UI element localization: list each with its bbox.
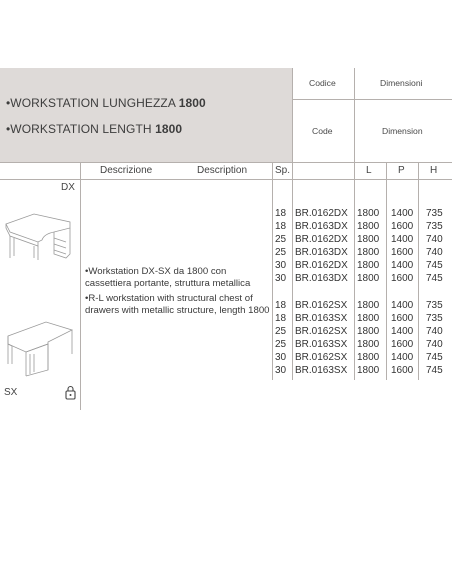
column-description: Description: [197, 165, 248, 176]
p-value: 1600: [391, 313, 414, 324]
p-value: 1400: [391, 326, 414, 337]
title-italian: •WORKSTATION LUNGHEZZA 1800: [6, 96, 206, 110]
divider-code-l: [354, 162, 355, 380]
h-value: 740: [426, 339, 443, 350]
p-value: 1600: [391, 339, 414, 350]
description-english: •R-L workstation with structural chest of drawers with metallic structure, length 1800: [85, 293, 270, 317]
l-value: 1800: [357, 352, 380, 363]
sp-value: 18: [275, 221, 287, 232]
sp-value: 30: [275, 260, 287, 271]
column-descrizione: Descrizione: [100, 165, 153, 176]
lock-icon: [65, 385, 76, 400]
header-left-border: [292, 68, 293, 162]
sp-value: 25: [275, 247, 287, 258]
p-value: 1600: [391, 247, 414, 258]
h-value: 740: [426, 234, 443, 245]
p-value: 1400: [391, 234, 414, 245]
l-value: 1800: [357, 273, 380, 284]
code-value: BR.0163DX: [295, 247, 348, 258]
h-value: 745: [426, 365, 443, 376]
p-value: 1400: [391, 208, 414, 219]
code-value: BR.0162SX: [295, 326, 348, 337]
dimension-label: Dimension: [382, 126, 423, 136]
l-value: 1800: [357, 365, 380, 376]
sp-value: 30: [275, 352, 287, 363]
code-label: Code: [312, 126, 333, 136]
code-value: BR.0162DX: [295, 208, 348, 219]
l-value: 1800: [357, 339, 380, 350]
column-sp: Sp.: [275, 165, 291, 176]
header-mid-border: [354, 68, 355, 162]
column-h: H: [430, 165, 438, 176]
column-header-top-border: [0, 162, 452, 163]
h-value: 740: [426, 247, 443, 258]
h-value: 740: [426, 326, 443, 337]
p-value: 1600: [391, 365, 414, 376]
sp-value: 18: [275, 313, 287, 324]
p-value: 1400: [391, 260, 414, 271]
sp-value: 30: [275, 273, 287, 284]
h-value: 735: [426, 221, 443, 232]
divider-sp-code: [292, 162, 293, 380]
l-value: 1800: [357, 313, 380, 324]
p-value: 1600: [391, 221, 414, 232]
code-value: BR.0163DX: [295, 273, 348, 284]
workstation-dx-drawing: [4, 196, 76, 264]
sp-value: 25: [275, 234, 287, 245]
variant-sx-label: SX: [4, 387, 18, 398]
l-value: 1800: [357, 326, 380, 337]
codice-label: Codice: [309, 78, 336, 88]
sp-value: 30: [275, 365, 287, 376]
l-value: 1800: [357, 234, 380, 245]
l-value: 1800: [357, 300, 380, 311]
h-value: 735: [426, 313, 443, 324]
divider-l-p: [386, 162, 387, 380]
sp-value: 25: [275, 326, 287, 337]
p-value: 1400: [391, 300, 414, 311]
code-value: BR.0163DX: [295, 221, 348, 232]
h-value: 745: [426, 352, 443, 363]
h-value: 735: [426, 208, 443, 219]
l-value: 1800: [357, 247, 380, 258]
p-value: 1400: [391, 352, 414, 363]
code-value: BR.0162DX: [295, 234, 348, 245]
l-value: 1800: [357, 260, 380, 271]
variant-dx-label: DX: [61, 182, 75, 193]
sp-value: 25: [275, 339, 287, 350]
code-value: BR.0162DX: [295, 260, 348, 271]
code-value: BR.0162SX: [295, 300, 348, 311]
divider-p-h: [418, 162, 419, 380]
workstation-sx-drawing: [4, 314, 76, 380]
code-value: BR.0162SX: [295, 352, 348, 363]
column-header-bottom-border: [0, 179, 452, 180]
code-value: BR.0163SX: [295, 339, 348, 350]
header-divider: [292, 99, 452, 100]
code-value: BR.0163SX: [295, 313, 348, 324]
dimensioni-label: Dimensioni: [380, 78, 423, 88]
code-value: BR.0163SX: [295, 365, 348, 376]
divider-desc-sp: [272, 162, 273, 380]
title-english: •WORKSTATION LENGTH 1800: [6, 122, 183, 136]
column-l: L: [366, 165, 372, 176]
h-value: 745: [426, 273, 443, 284]
column-p: P: [398, 165, 405, 176]
description-italian: •Workstation DX-SX da 1800 con cassettiera portante, struttura metallica: [85, 266, 251, 290]
divider-image-desc: [80, 162, 81, 410]
sp-value: 18: [275, 300, 287, 311]
h-value: 735: [426, 300, 443, 311]
h-value: 745: [426, 260, 443, 271]
l-value: 1800: [357, 208, 380, 219]
l-value: 1800: [357, 221, 380, 232]
sp-value: 18: [275, 208, 287, 219]
p-value: 1600: [391, 273, 414, 284]
